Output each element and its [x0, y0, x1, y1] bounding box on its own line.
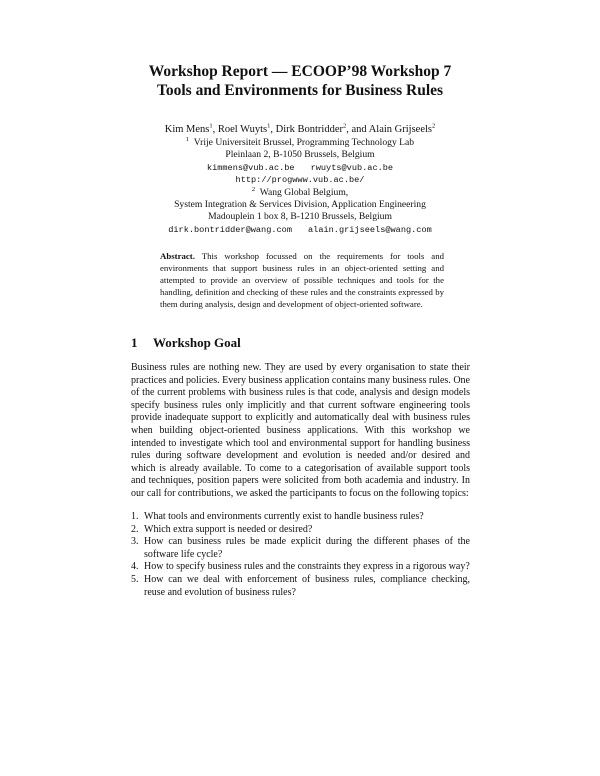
affiliation-2-line-3: Madouplein 1 box 8, B-1210 Brussels, Belgium: [208, 211, 392, 223]
title-line-1: Workshop Report — ECOOP’98 Workshop 7: [148, 63, 452, 80]
email-link[interactable]: kimmens@vub.ac.be: [206, 162, 295, 173]
email-link[interactable]: alain.grijseels@wang.com: [308, 224, 432, 235]
abstract-text: This workshop focussed on the requirements for tools and environments that support business rules in an object-oriented setting and attempted to provide an overview of possible techniques and tools for the handling, definition and checking of these rules and the constraints expressed by them during analysis, design and development of object-oriented software.: [160, 251, 444, 309]
section-number: 1: [131, 335, 138, 350]
url-link[interactable]: http://progwww.vub.ac.be/: [235, 175, 365, 186]
abstract: [160, 250, 444, 310]
list-item: 4. How to specify business rules and the constraints they express in a rigorous way?: [131, 561, 470, 573]
list-item: 1. What tools and environments currently exist to handle business rules?: [131, 511, 424, 522]
list-item: 2. Which extra support is needed or desired?: [131, 523, 313, 535]
affiliation-mark: 2: [343, 122, 347, 130]
topic-list: [131, 511, 470, 599]
affiliation-1-emails: [0, 162, 600, 174]
affiliation-1-line-2: Pleinlaan 2, B-1050 Brussels, Belgium: [225, 149, 375, 161]
title-line-2: Tools and Environments for Business Rules: [156, 82, 444, 99]
section-paragraph: Business rules are nothing new. They are used by every organisation to state their practices and policies. Every business application contains many business rules. One of the current problems with business rules is that code, analysis and design models specify business rules only implicitly and that current software engineering tools provide inadequate support to explicitly and automatically deal with business rules when building object-oriented business applications. With this workshop we intended to investigate which tool and environmental support for handling business rules during software development and evolution is needed and/or desired and which is already available. To come to a categorisation of available support tools and techniques, position papers were solicited from both academia and industry. In our call for contributions, we asked the participants to focus on the following topics:: [131, 362, 470, 499]
affiliation-mark: 2: [432, 122, 436, 130]
affiliation-1-url: [0, 174, 600, 186]
affiliation-2-line-2: System Integration & Services Division, Application Engineering: [174, 199, 426, 211]
section-title: Workshop Goal: [153, 335, 241, 350]
list-item: 5. How can we deal with enforcement of business rules, compliance checking, reuse and evolution of business rules?: [131, 573, 470, 598]
author: Dirk Bontridder$^2$, and: [275, 122, 369, 135]
affiliation-1-line-1: $^1$ Vrije Universiteit Brussel, Programming Technology Lab: [185, 135, 415, 148]
email-link[interactable]: dirk.bontridder@wang.com: [168, 224, 292, 235]
author: Kim Mens$^1$,: [164, 122, 218, 135]
abstract-label: Abstract.: [160, 251, 195, 261]
section-heading: [131, 335, 491, 351]
affiliation-mark: 1: [267, 122, 271, 130]
affiliation-2-emails: [0, 224, 600, 236]
affiliation-mark: 1: [209, 122, 213, 130]
email-link[interactable]: rwuyts@vub.ac.be: [310, 162, 394, 173]
paper-title: [0, 62, 600, 100]
author: Alain Grijseels$^2$: [368, 122, 436, 135]
affiliations: [0, 137, 600, 236]
author-list: [0, 123, 600, 137]
list-item: 3. How can business rules be made explicit during the different phases of the software life cycle?: [131, 536, 470, 560]
affiliation-2-line-1: $^2$ Wang Global Belgium,: [251, 185, 349, 198]
author: Roel Wuyts$^1$,: [217, 122, 276, 135]
